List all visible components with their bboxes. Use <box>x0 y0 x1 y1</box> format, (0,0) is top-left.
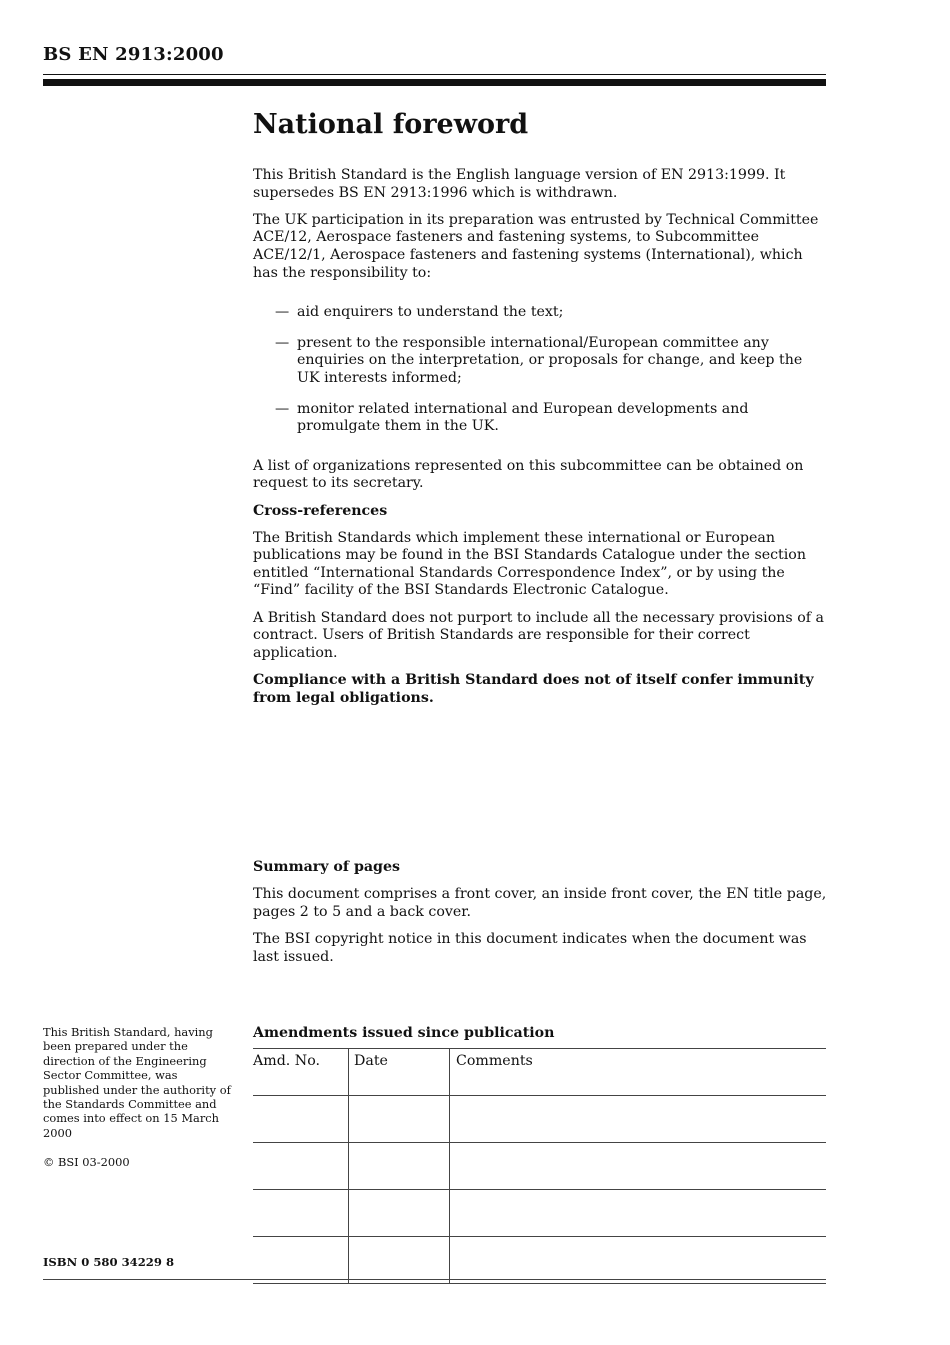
compliance-notice: Compliance with a British Standard does not of itself confer immunity from legal obligations. <box>253 672 814 706</box>
copyright-line: © BSI 03-2000 <box>43 1155 130 1169</box>
provisions-paragraph: A British Standard does not purport to include all the necessary provisions of a contract. Users of British Standards are responsible for their correct application. <box>253 609 824 661</box>
column-header-comments: Comments <box>450 1049 827 1096</box>
document-id-header: BS EN 2913:2000 <box>43 44 224 65</box>
table-cell <box>450 1096 827 1143</box>
supersedes-paragraph: This British Standard is the English language version of EN 2913:1999. It supersedes BS EN 2913:1996 which is withdrawn. <box>253 167 786 201</box>
column-header-amd-no: Amd. No. <box>253 1049 349 1096</box>
table-cell <box>253 1190 349 1237</box>
organizations-paragraph: A list of organizations represented on this subcommittee can be obtained on request to its secretary. <box>253 457 804 492</box>
header-thin-rule <box>43 74 826 75</box>
summary-paragraph: This document comprises a front cover, an inside front cover, the EN title page, pages 2 to 5 and a back cover. <box>253 886 827 920</box>
table-cell <box>450 1190 827 1237</box>
header-thick-rule <box>43 79 826 86</box>
responsibility-list <box>253 304 829 436</box>
table-row <box>253 1096 826 1143</box>
list-item-text: monitor related international and European developments and promulgate them in the UK. <box>297 400 749 435</box>
copyright-notice-paragraph: The BSI copyright notice in this document indicates when the document was last issued. <box>253 930 807 965</box>
table-row <box>253 1190 826 1237</box>
table-cell <box>450 1237 827 1284</box>
list-item-text: present to the responsible international/European committee any enquiries on the interpretation, or proposals for change, and keep the UK interests informed; <box>297 334 803 386</box>
table-cell <box>349 1143 450 1190</box>
table-row <box>253 1237 826 1284</box>
column-header-date: Date <box>349 1049 450 1096</box>
summary-section <box>253 859 829 976</box>
amendments-table <box>253 1048 826 1284</box>
table-cell <box>253 1237 349 1284</box>
list-item <box>275 335 829 388</box>
list-dash: — <box>275 400 290 417</box>
publication-note: This British Standard, having been prepared under the direction of the Engineering Sector Committee, was published under the authority of the Standards Committee and comes into effect on 15 March 2000 <box>43 1025 231 1140</box>
summary-heading: Summary of pages <box>253 859 400 875</box>
list-item <box>275 304 829 322</box>
footer-rule <box>43 1279 826 1280</box>
cross-references-paragraph: The British Standards which implement these international or European publications may be found in the BSI Standards Catalogue under the section entitled “International Standards Correspondence Index”, or by using the “Find” facility of the BSI Standards Electronic Catalogue. <box>253 529 806 599</box>
foreword-body <box>253 108 829 717</box>
table-cell <box>349 1190 450 1237</box>
table-cell <box>253 1096 349 1143</box>
table-cell <box>450 1143 827 1190</box>
table-cell <box>253 1143 349 1190</box>
isbn-number: ISBN 0 580 34229 8 <box>43 1255 175 1269</box>
list-item-text: aid enquirers to understand the text; <box>297 304 564 321</box>
cross-references-heading: Cross-references <box>253 502 388 519</box>
list-dash: — <box>275 304 290 321</box>
table-header-row <box>253 1049 826 1096</box>
list-dash: — <box>275 334 290 351</box>
amendments-section <box>253 1024 826 1284</box>
table-cell <box>349 1237 450 1284</box>
amendments-title: Amendments issued since publication <box>253 1025 555 1041</box>
table-row <box>253 1143 826 1190</box>
committee-paragraph: The UK participation in its preparation was entrusted by Technical Committee ACE/12, Aerospace fasteners and fastening systems, to Subcommittee ACE/12/1, Aerospace fasteners and fastening systems (International), which has the responsibility to: <box>253 211 819 281</box>
page-title: National foreword <box>253 109 529 140</box>
list-item <box>275 401 829 436</box>
table-cell <box>349 1096 450 1143</box>
